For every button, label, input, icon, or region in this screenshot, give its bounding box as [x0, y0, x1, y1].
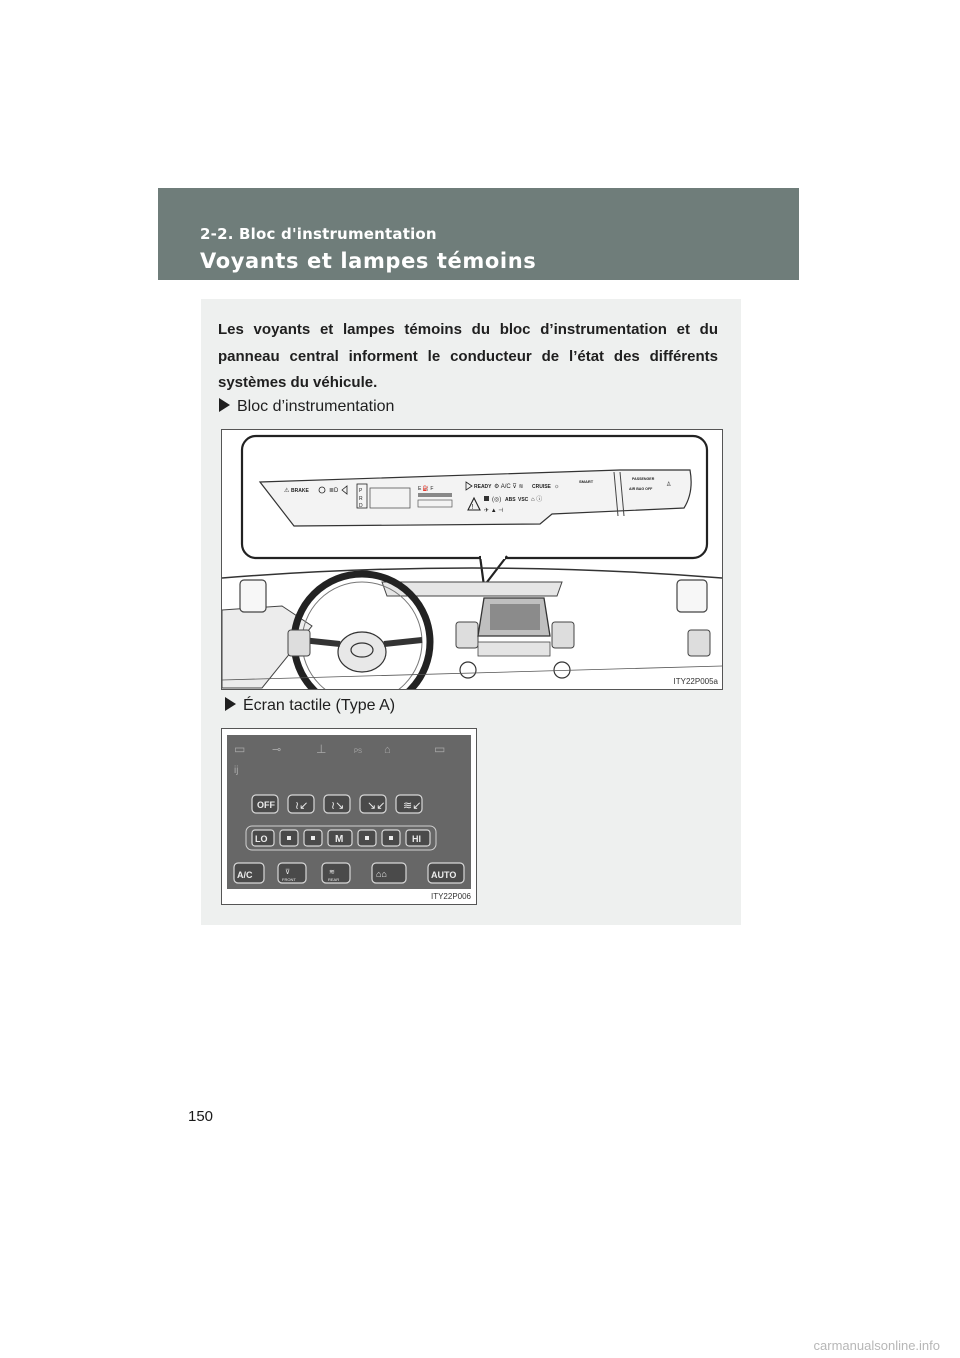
section-label: 2-2. Bloc d'instrumentation [200, 225, 437, 243]
heading-instrument-text: Bloc d’instrumentation [237, 398, 395, 415]
svg-text:M: M [335, 834, 344, 845]
svg-text:FRONT: FRONT [282, 877, 296, 882]
content-panel [201, 299, 741, 925]
svg-text:⌂ ⓘ: ⌂ ⓘ [531, 497, 543, 503]
svg-text:LO: LO [255, 834, 268, 844]
svg-text:PS: PS [354, 749, 363, 755]
svg-text:⌂⌂: ⌂⌂ [376, 869, 387, 879]
svg-text:⊸: ⊸ [272, 744, 282, 756]
svg-text:E ⛽ F: E ⛽ F [418, 486, 434, 492]
svg-text:CRUISE: CRUISE [532, 484, 551, 490]
svg-text:≋↙: ≋↙ [403, 800, 422, 812]
touch-screen-figure [221, 728, 477, 905]
svg-text:P: P [359, 488, 363, 494]
heading-touch-text: Écran tactile (Type A) [243, 697, 396, 714]
watermark: carmanualsonline.info [813, 1338, 940, 1353]
svg-text:BRAKE: BRAKE [291, 488, 309, 494]
svg-text:↘↙: ↘↙ [367, 800, 386, 812]
svg-text:▭: ▭ [434, 742, 446, 756]
svg-text:▭: ▭ [234, 742, 246, 756]
svg-text:≋: ≋ [329, 869, 335, 876]
touch-screen-illustration [222, 729, 476, 904]
triangle-bullet-icon [225, 697, 236, 711]
svg-text:VSC: VSC [518, 497, 529, 503]
svg-text:⌂: ⌂ [384, 744, 391, 756]
svg-text:PASSENGER: PASSENGER [632, 477, 655, 481]
svg-text:(◎): (◎) [492, 497, 502, 503]
svg-text:AUTO: AUTO [431, 870, 457, 880]
page-number: 150 [188, 1108, 214, 1125]
svg-text:⚙ A/C ⊽ ≋: ⚙ A/C ⊽ ≋ [494, 484, 524, 490]
svg-text:≣D: ≣D [329, 488, 339, 494]
svg-text:ĳ: ĳ [234, 765, 239, 776]
intro-paragraph: Les voyants et lampes témoins du bloc d’instrumentation et du panneau central informent le conducteur de l’état des différents systèmes du véhicule. [218, 321, 718, 391]
svg-text:R: R [359, 496, 363, 502]
svg-text:⊥: ⊥ [316, 742, 327, 756]
svg-text:READY: READY [474, 484, 492, 490]
heading-touch-screen [225, 697, 395, 715]
triangle-bullet-icon [219, 398, 230, 412]
svg-text:♙: ♙ [666, 482, 672, 488]
figure-code-instrument: ITY22P005a [673, 677, 718, 686]
svg-text:✈ ▲ ⊣: ✈ ▲ ⊣ [484, 508, 504, 514]
instrument-cluster-figure [221, 429, 723, 690]
svg-text:≀↘: ≀↘ [331, 800, 345, 812]
svg-text:ABS: ABS [505, 497, 516, 503]
svg-text:⚠: ⚠ [284, 488, 290, 494]
figure-code-touch: ITY22P006 [430, 892, 471, 901]
page-title: Voyants et lampes témoins [200, 249, 537, 273]
svg-text:HI: HI [412, 834, 421, 844]
svg-text:⊽: ⊽ [285, 869, 291, 876]
svg-text:☼: ☼ [554, 484, 560, 490]
svg-text:!: ! [471, 504, 474, 511]
dashboard-illustration [222, 430, 722, 689]
header-band [158, 188, 799, 280]
svg-text:OFF: OFF [257, 800, 275, 810]
svg-text:D: D [359, 503, 363, 509]
svg-text:A/C: A/C [237, 870, 253, 880]
svg-text:≀↙: ≀↙ [295, 800, 309, 812]
svg-text:AIR BAG OFF: AIR BAG OFF [629, 487, 653, 491]
svg-text:SMART: SMART [579, 479, 594, 484]
svg-text:REAR: REAR [328, 877, 340, 882]
heading-instrument-cluster [219, 398, 394, 416]
